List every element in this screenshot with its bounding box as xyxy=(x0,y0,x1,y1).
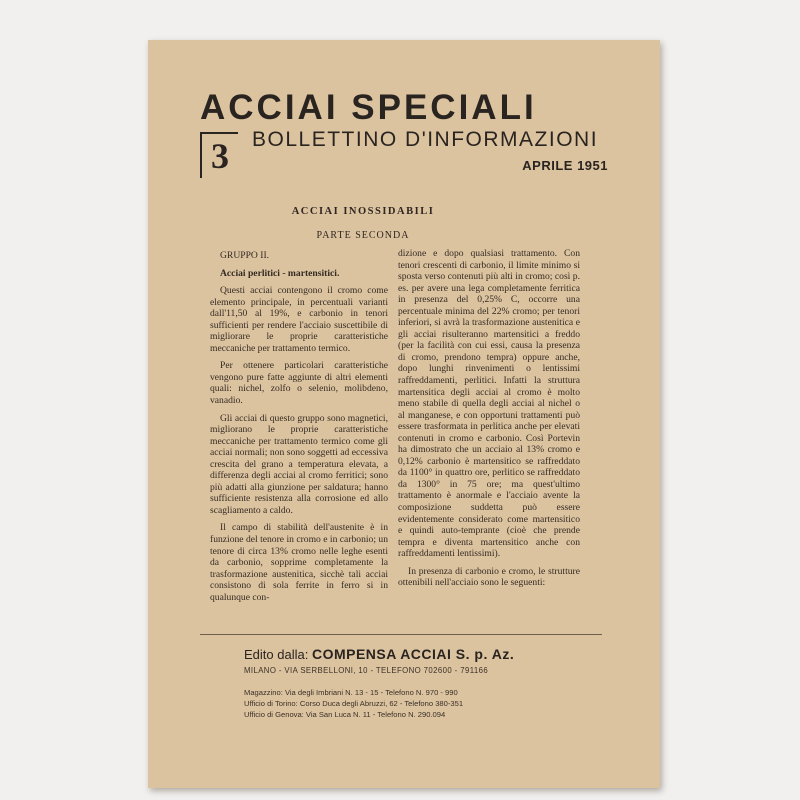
publication-title: ACCIAI SPECIALI xyxy=(200,88,537,127)
publisher-name: COMPENSA ACCIAI S. p. Az. xyxy=(311,646,515,662)
paragraph: Per ottenere particolari caratteristiche vengono pure fatte aggiunte di altri elementi quali: nichel, zolfo o selenio, molibdeno, vanadio. xyxy=(210,360,388,407)
subsection-heading: Acciai perlitici - martensitici. xyxy=(220,267,340,279)
publisher-address: MILANO - VIA SERBELLONI, 10 - TELEFONO 702600 - 791166 xyxy=(244,666,489,675)
publisher-line xyxy=(244,646,604,662)
article-title: ACCIAI INOSSIDABILI xyxy=(291,206,435,217)
branch-item: Ufficio di Torino: Corso Duca degli Abruzzi, 62 - Telefono 380-351 xyxy=(244,699,464,708)
issue-date: APRILE 1951 xyxy=(522,158,608,173)
branch-item: Ufficio di Genova: Via San Luca N. 11 - Telefono N. 290.094 xyxy=(244,710,446,719)
paragraph: Questi acciai contengono il cromo come elemento principale, in percentuali varianti dall'11,50 al 19%, e carbonio in tenori sufficienti per rendere l'acciaio suscettibile di migliorare le proprie caratteristiche meccaniche per trattamento termico. xyxy=(210,285,388,354)
publisher-prefix: Edito dalla: xyxy=(244,647,309,662)
booklet-cover xyxy=(148,40,660,788)
article-column-left xyxy=(210,250,388,664)
paragraph: dizione e dopo qualsiasi trattamento. Con tenori crescenti di carbonio, il limite minimo si sposta verso contenuti più alti in cromo; così p. es. per avere una lega completamente ferritica in presenza del 0,25% C, occorre una percentuale minima del 22% cromo; per tenori inferiori, si avrà la trasformazione austenitica e gli acciai risulteranno martensitici a freddo (per la facilità con cui essi, causa la presenza di cromo, prendono tempra) oppure anche, dopo lunghi rinvenimenti o lentissimi raffreddamenti, perlitici. Infatti la struttura martensitica degli acciai al cromo è molto meno stabile di quella degli acciai al nichel o al manganese, e con opportuni trattamenti può essere trasformata in perlitica anche per elevati contenuti in cromo e carbonio. Così Portevin ha dimostrato che un acciaio al 13% cromo e 0,12% carbonio è martensitico se raffreddato da 1100° in quattro ore, perlitico se raffreddato da 1300° in 75 ore; ma quest'ultimo trattamento è anormale e l'acciaio avente la composizione suddetta può essere evidentemente considerato come martensitico e quindi auto-temprante (cioè che prende tempra e diventa martensitico anche con raffreddamenti lentissimi). xyxy=(398,248,580,560)
article-column-right xyxy=(398,248,580,666)
paragraph: Gli acciai di questo gruppo sono magnetici, migliorano le proprie caratteristiche meccaniche per trattamento termico come gli acciai normali; non sono soggetti ad eccessiva crescita del grano a temperatura elevata, a differenza degli acciai al cromo ferritici; sono più adatti alla giunzione per saldatura; hanno sufficiente resistenza alla corrosione ed allo scagliamento a caldo. xyxy=(210,412,388,516)
article-part: PARTE SECONDA xyxy=(316,230,410,241)
branch-item: Magazzino: Via degli Imbriani N. 13 - 15 - Telefono N. 970 - 990 xyxy=(244,688,458,697)
footer-divider xyxy=(200,634,602,635)
group-heading: GRUPPO II. xyxy=(220,250,270,261)
publication-subtitle: BOLLETTINO D'INFORMAZIONI xyxy=(252,128,599,151)
paragraph: In presenza di carbonio e cromo, le strutture ottenibili nell'acciaio sono le seguenti: xyxy=(398,565,580,589)
paragraph: Il campo di stabilità dell'austenite è in funzione del tenore in cromo e in carbonio; un tenore di circa 13% cromo nelle leghe esenti da carbonio, sopprime completamente la trasformazione austenitica, sicchè tali acciai consistono di sola ferrite in ferro si in qualunque con- xyxy=(210,522,388,603)
branch-list xyxy=(244,687,604,720)
issue-number: 3 xyxy=(200,132,238,178)
